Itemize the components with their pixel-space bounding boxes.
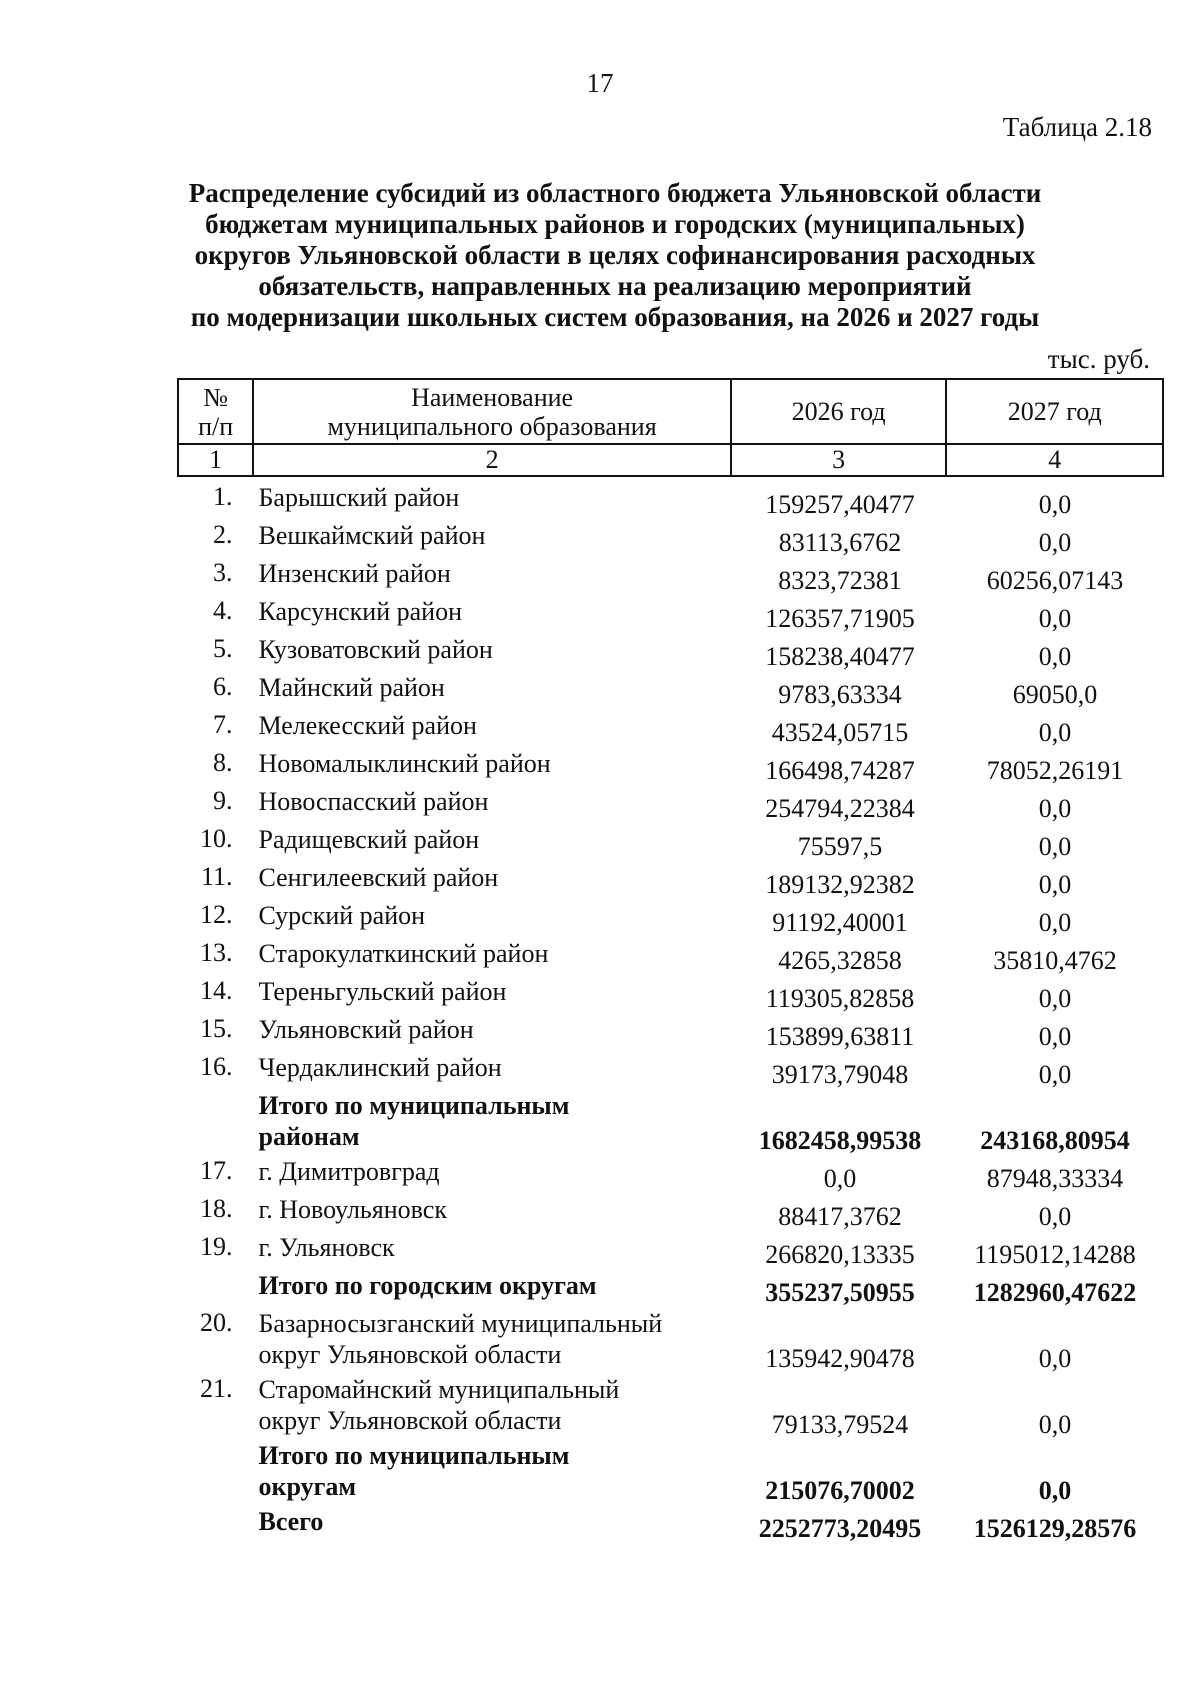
row-name: Радищевский район bbox=[258, 825, 480, 854]
row-value-2026: 88417,3762 bbox=[778, 1202, 902, 1231]
units-label: тыс. руб. bbox=[1047, 344, 1150, 374]
table-row bbox=[177, 520, 1164, 558]
row-value-2026: 189132,92382 bbox=[765, 870, 915, 899]
row-number: 17. bbox=[199, 1156, 233, 1185]
subtotal-value-2027: 0,0 bbox=[1038, 1476, 1072, 1505]
row-value-2027: 0,0 bbox=[1038, 1022, 1072, 1051]
row-value-2026: 254794,22384 bbox=[765, 794, 915, 823]
table-row bbox=[177, 634, 1164, 672]
table-row bbox=[177, 976, 1164, 1014]
row-value-2026: 266820,13335 bbox=[765, 1240, 915, 1269]
table-row bbox=[177, 1052, 1164, 1090]
row-value-2027: 0,0 bbox=[1038, 794, 1072, 823]
title-line: округов Ульяновской области в целях софинансирования расходных bbox=[194, 240, 1036, 270]
row-value-2026: 153899,63811 bbox=[765, 1022, 915, 1051]
header-number bbox=[178, 379, 253, 444]
header-name-line: Наименование bbox=[411, 382, 574, 412]
table-row bbox=[177, 1308, 1164, 1374]
row-name-line: округ Ульяновской области bbox=[258, 1406, 562, 1435]
row-value-2027: 0,0 bbox=[1038, 1060, 1072, 1089]
row-number: 2. bbox=[212, 520, 233, 549]
row-name: Мелекесский район bbox=[258, 711, 477, 740]
table-row bbox=[177, 1156, 1164, 1194]
table-row bbox=[177, 596, 1164, 634]
subtotal-value-2026: 1682458,99538 bbox=[758, 1126, 922, 1155]
row-number: 13. bbox=[199, 938, 233, 967]
row-name: Чердаклинский район bbox=[258, 1053, 502, 1082]
row-value-2027: 0,0 bbox=[1038, 1410, 1072, 1439]
table-row bbox=[177, 786, 1164, 824]
row-value-2027: 0,0 bbox=[1038, 718, 1072, 747]
table-row bbox=[177, 672, 1164, 710]
row-name: Майнский район bbox=[258, 673, 445, 702]
header-name bbox=[253, 379, 731, 444]
row-name-line: Старомайнский муниципальный bbox=[258, 1375, 620, 1404]
row-number: 12. bbox=[199, 900, 233, 929]
subtotal-name bbox=[250, 1440, 734, 1502]
row-name: Сенгилеевский район bbox=[258, 863, 499, 892]
row-number: 10. bbox=[199, 824, 233, 853]
row-value-2027: 87948,33334 bbox=[986, 1164, 1124, 1193]
title-line: Распределение субсидий из областного бюджета Ульяновской области bbox=[188, 178, 1042, 208]
row-number: 7. bbox=[212, 710, 233, 739]
table-row bbox=[177, 1194, 1164, 1232]
title-line: по модернизации школьных систем образования, на 2026 и 2027 годы bbox=[190, 302, 1040, 332]
row-value-2027: 69050,0 bbox=[1012, 680, 1098, 709]
row-name: г. Новоульяновск bbox=[258, 1195, 447, 1224]
row-name: Новоспасский район bbox=[258, 787, 489, 816]
total-name: Всего bbox=[258, 1507, 324, 1536]
row-value-2026: 79133,79524 bbox=[771, 1410, 909, 1439]
header-index-row bbox=[178, 444, 1163, 476]
subtotal-value-2027: 243168,80954 bbox=[980, 1126, 1130, 1155]
subtotal-value-2027: 1282960,47622 bbox=[973, 1278, 1137, 1307]
header-2027: 2027 год bbox=[946, 379, 1163, 444]
row-value-2027: 0,0 bbox=[1038, 832, 1072, 861]
table-label: Таблица 2.18 bbox=[1002, 112, 1152, 142]
row-value-2027: 0,0 bbox=[1038, 604, 1072, 633]
header-number-line: № bbox=[203, 382, 229, 412]
title-line: обязательств, направленных на реализацию мероприятий bbox=[258, 271, 972, 301]
row-name: Новомалыклинский район bbox=[258, 749, 551, 778]
row-value-2027: 0,0 bbox=[1038, 870, 1072, 899]
row-number: 20. bbox=[199, 1308, 233, 1337]
header-index: 2 bbox=[253, 444, 731, 476]
row-number: 19. bbox=[199, 1232, 233, 1261]
row-name bbox=[250, 1308, 734, 1370]
row-name: Ульяновский район bbox=[258, 1015, 474, 1044]
subtotal-name-line: округам bbox=[258, 1472, 357, 1501]
header-index: 4 bbox=[946, 444, 1163, 476]
row-name: Карсунский район bbox=[258, 597, 463, 626]
table-row bbox=[177, 900, 1164, 938]
row-value-2026: 126357,71905 bbox=[765, 604, 915, 633]
row-value-2027: 0,0 bbox=[1038, 984, 1072, 1013]
row-value-2026: 39173,79048 bbox=[771, 1060, 909, 1089]
subtotal-row-okrugs bbox=[177, 1440, 1164, 1506]
row-value-2026: 135942,90478 bbox=[765, 1344, 915, 1373]
row-value-2026: 158238,40477 bbox=[765, 642, 915, 671]
row-number: 1. bbox=[212, 482, 233, 511]
subtotal-name bbox=[250, 1090, 734, 1152]
table-row bbox=[177, 1232, 1164, 1270]
row-number: 15. bbox=[199, 1014, 233, 1043]
row-name: Старокулаткинский район bbox=[258, 939, 549, 968]
table-row bbox=[177, 1374, 1164, 1440]
header-name-line: муниципального образования bbox=[327, 411, 657, 441]
row-value-2027: 35810,4762 bbox=[993, 946, 1117, 975]
row-name: г. Ульяновск bbox=[258, 1233, 395, 1262]
table-row bbox=[177, 1014, 1164, 1052]
subtotal-row-districts bbox=[177, 1090, 1164, 1156]
row-number: 8. bbox=[212, 748, 233, 777]
total-value-2026: 2252773,20495 bbox=[758, 1514, 922, 1543]
total-row bbox=[177, 1506, 1164, 1544]
row-number: 14. bbox=[199, 976, 233, 1005]
row-value-2027: 0,0 bbox=[1038, 908, 1072, 937]
header-number-line: п/п bbox=[198, 411, 234, 441]
row-value-2026: 119305,82858 bbox=[765, 984, 915, 1013]
header-row bbox=[178, 379, 1163, 444]
table-row bbox=[177, 748, 1164, 786]
document-title bbox=[180, 178, 1050, 333]
row-name: Сурский район bbox=[258, 901, 426, 930]
row-number: 9. bbox=[212, 786, 233, 815]
title-line: бюджетам муниципальных районов и городских (муниципальных) bbox=[205, 209, 1025, 239]
row-value-2026: 166498,74287 bbox=[765, 756, 915, 785]
subtotal-name: Итого по городским округам bbox=[258, 1271, 597, 1300]
row-name-line: округ Ульяновской области bbox=[258, 1340, 562, 1369]
row-value-2026: 9783,63334 bbox=[778, 680, 902, 709]
table-row bbox=[177, 710, 1164, 748]
row-name: Инзенский район bbox=[258, 559, 451, 588]
subtotal-value-2026: 355237,50955 bbox=[765, 1278, 915, 1307]
row-name bbox=[250, 1374, 734, 1436]
row-value-2026: 91192,40001 bbox=[772, 908, 908, 937]
row-number: 3. bbox=[212, 558, 233, 587]
table-row bbox=[177, 862, 1164, 900]
row-number: 21. bbox=[199, 1374, 233, 1403]
row-name: Вешкаймский район bbox=[258, 521, 486, 550]
row-value-2026: 0,0 bbox=[823, 1164, 857, 1193]
subtotal-row-cities bbox=[177, 1270, 1164, 1308]
subtotal-name-line: Итого по муниципальным bbox=[258, 1441, 570, 1470]
row-number: 6. bbox=[212, 672, 233, 701]
row-number: 16. bbox=[199, 1052, 233, 1081]
subtotal-value-2026: 215076,70002 bbox=[765, 1476, 915, 1505]
total-value-2027: 1526129,28576 bbox=[973, 1514, 1137, 1543]
row-number: 18. bbox=[199, 1194, 233, 1223]
row-number: 5. bbox=[212, 634, 233, 663]
row-value-2027: 1195012,14288 bbox=[974, 1240, 1136, 1269]
header-index: 1 bbox=[178, 444, 253, 476]
row-value-2027: 0,0 bbox=[1038, 1344, 1072, 1373]
row-name-line: Базарносызганский муниципальный bbox=[258, 1309, 663, 1338]
row-value-2026: 159257,40477 bbox=[765, 490, 915, 519]
row-value-2027: 0,0 bbox=[1038, 1202, 1072, 1231]
table-row bbox=[177, 558, 1164, 596]
row-name: г. Димитровград bbox=[258, 1157, 440, 1186]
row-name: Кузоватовский район bbox=[258, 635, 493, 664]
row-value-2026: 8323,72381 bbox=[778, 566, 902, 595]
table-body bbox=[177, 482, 1164, 1544]
row-value-2026: 4265,32858 bbox=[778, 946, 902, 975]
subtotal-name-line: районам bbox=[258, 1122, 360, 1151]
page-number: 17 bbox=[586, 68, 614, 98]
row-name: Тереньгульский район bbox=[258, 977, 507, 1006]
row-value-2027: 0,0 bbox=[1038, 642, 1072, 671]
row-value-2027: 0,0 bbox=[1038, 528, 1072, 557]
table-row bbox=[177, 938, 1164, 976]
row-value-2026: 75597,5 bbox=[797, 832, 883, 861]
row-value-2027: 0,0 bbox=[1038, 490, 1072, 519]
table-row bbox=[177, 824, 1164, 862]
table-row bbox=[177, 482, 1164, 520]
row-value-2027: 60256,07143 bbox=[986, 566, 1124, 595]
row-number: 4. bbox=[212, 596, 233, 625]
header-index: 3 bbox=[731, 444, 947, 476]
row-value-2027: 78052,26191 bbox=[986, 756, 1124, 785]
row-number: 11. bbox=[200, 862, 233, 891]
row-value-2026: 83113,6762 bbox=[778, 528, 902, 557]
row-value-2026: 43524,05715 bbox=[771, 718, 909, 747]
subtotal-name-line: Итого по муниципальным bbox=[258, 1091, 570, 1120]
row-name: Барышский район bbox=[258, 483, 460, 512]
table-header bbox=[177, 378, 1164, 477]
header-2026: 2026 год bbox=[731, 379, 947, 444]
